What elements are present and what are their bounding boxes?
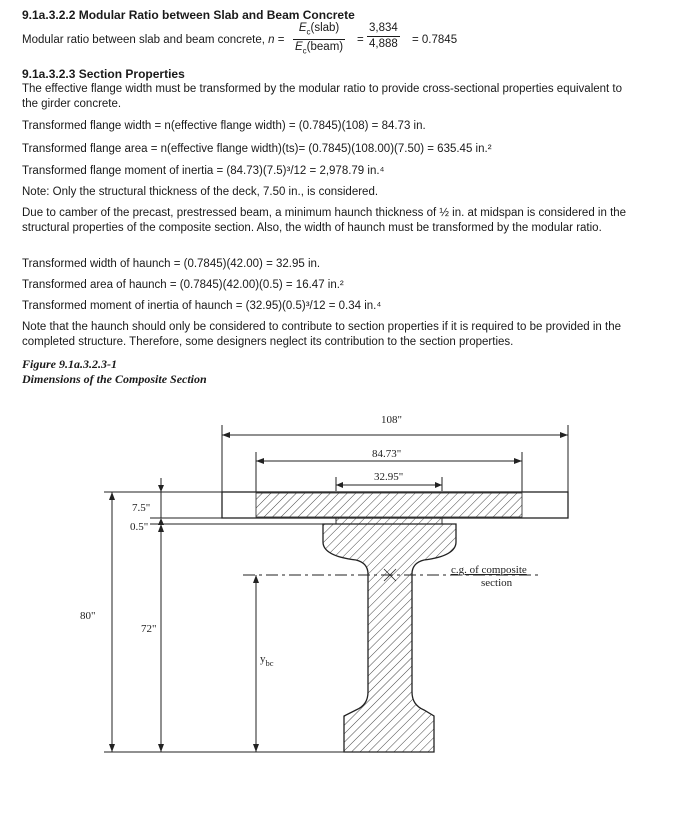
label-05: 0.5" xyxy=(130,521,149,533)
note-structural-thickness: Note: Only the structural thickness of the deck, 7.50 in., is considered. xyxy=(22,186,379,198)
transformed-haunch-width: Transformed width of haunch = (0.7845)(42.00) = 32.95 in. xyxy=(22,258,321,270)
ec-subscript: c xyxy=(302,46,307,56)
ec-beam-label: (beam) xyxy=(306,41,344,54)
ec-symbol: E xyxy=(295,41,303,54)
label-75: 7.5" xyxy=(132,502,151,514)
ec-slab-label: (slab) xyxy=(310,22,340,34)
fraction-value-denominator: 4,888 xyxy=(369,38,398,50)
heading-modular-ratio: 9.1a.3.2.2 Modular Ratio between Slab and Beam Concrete xyxy=(22,8,355,22)
paragraph-intro: The effective flange width must be transformed by the modular ratio to provide cross-sectional properties equivalent to the girder concrete. xyxy=(22,83,623,110)
label-108: 108" xyxy=(381,414,402,426)
label-80: 80" xyxy=(80,610,96,622)
cg-label-line1: c.g. of composite xyxy=(451,564,527,576)
figure-caption: Dimensions of the Composite Section xyxy=(22,372,207,386)
transformed-haunch-area: Transformed area of haunch = (0.7845)(42.00)(0.5) = 16.47 in.² xyxy=(22,279,344,291)
haunch xyxy=(336,518,442,524)
ec-subscript: c xyxy=(306,27,311,37)
transformed-haunch-inertia: Transformed moment of inertia of haunch = (32.95)(0.5)³/12 = 0.34 in.⁴ xyxy=(22,300,382,312)
modular-ratio-lead-text: Modular ratio between slab and beam concrete, xyxy=(22,34,269,46)
transformed-flange-width: Transformed flange width = n(effective flange width) = (0.7845)(108) = 84.73 in. xyxy=(22,120,426,132)
label-ybc xyxy=(260,653,274,668)
label-3295: 32.95" xyxy=(374,471,404,483)
heading-section-properties: 9.1a.3.2.3 Section Properties xyxy=(22,67,185,81)
i-girder xyxy=(323,524,456,752)
label-72: 72" xyxy=(141,623,157,635)
fraction-value-numerator: 3,834 xyxy=(367,22,400,37)
paragraph-haunch: Due to camber of the precast, prestressed beam, a minimum haunch thickness of ½ in. at midspan is considered in the structural properties of the composite section. Also, the width of haunch must be transformed by the modular ratio. xyxy=(22,207,627,234)
symbol-n: n xyxy=(268,34,275,46)
transformed-flange-hatch xyxy=(256,493,522,517)
equals-sign: = xyxy=(274,34,285,46)
ec-symbol: E xyxy=(298,22,307,34)
transformed-flange-area: Transformed flange area = n(effective flange width)(ts)= (0.7845)(108.00)(7.50) = 635.45 in.² xyxy=(22,143,492,155)
transformed-flange-inertia: Transformed flange moment of inertia = (84.73)(7.5)³/12 = 2,978.79 in.⁴ xyxy=(22,165,385,177)
cg-label-line2: section xyxy=(481,577,513,589)
equals-sign-2: = xyxy=(357,34,364,46)
note-haunch-contribution: Note that the haunch should only be considered to contribute to section properties if it is required to be provided in the completed structure. Therefore, some designers neglect its contribution to the section properties. xyxy=(22,321,622,348)
label-ybc-sub: bc xyxy=(265,658,274,668)
figure-number: Figure 9.1a.3.2.3-1 xyxy=(22,357,118,371)
modular-ratio-result: = 0.7845 xyxy=(412,34,458,46)
label-ybc-main: y xyxy=(260,653,266,665)
label-8473: 84.73" xyxy=(372,448,402,460)
